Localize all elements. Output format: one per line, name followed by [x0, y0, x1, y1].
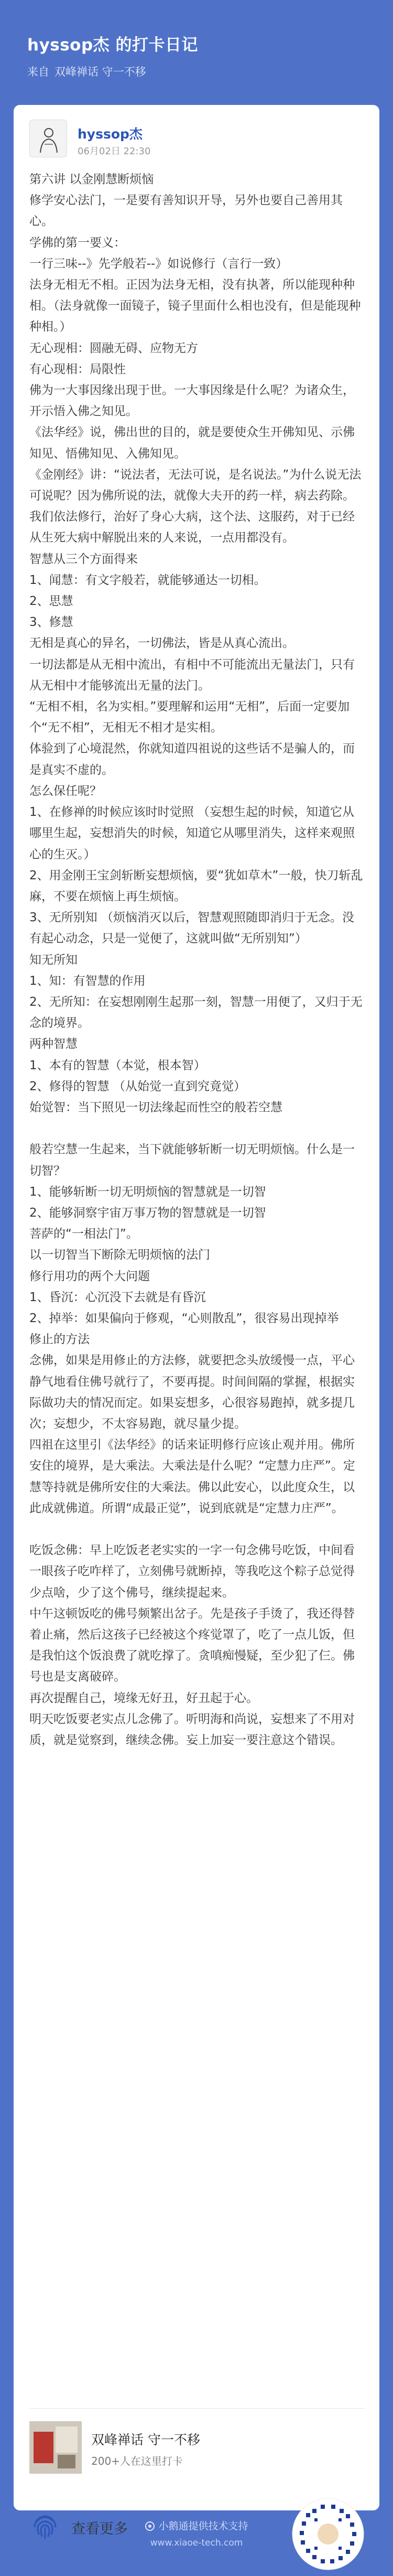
post-paragraph: 佛为一大事因缘出现于世。一大事因缘是什么呢？为诸众生，开示悟入佛之知见。 — [29, 384, 355, 419]
page-subtitle — [27, 63, 198, 79]
post-paragraph: 以一切智当下断除无明烦恼的法门 — [29, 1248, 210, 1262]
author-name[interactable]: hyssop杰 — [78, 126, 143, 142]
post-paragraph: 修学安心法门，一是要有善知识开导，另外也要自己善用其心。 — [29, 194, 343, 229]
post-paragraph: 2、能够洞察宇宙万事万物的智慧就是一切智 — [29, 1206, 266, 1220]
camp-cover-image-icon — [29, 2421, 82, 2474]
post-paragraph: 修行用功的两个大问题 — [29, 1269, 150, 1283]
post-paragraph: 有心现相：局限性 — [29, 362, 126, 376]
page-header — [27, 31, 198, 79]
post-paragraph: 1、本有的智慧（本觉，根本智） — [29, 1058, 206, 1072]
post-date: 06月02日 22:30 — [78, 146, 151, 157]
post-paragraph: 吃饭念佛：早上吃饭老老实实的一字一句念佛号吃饭，中间看一眼孩子吃咋样了，立刻佛号就断掉，等我吃这个粽子总觉得少点啥，少了这个佛号，继续提起来。 — [29, 1544, 355, 1600]
source-camp-name[interactable]: 双峰禅话 守一不移 — [54, 66, 146, 78]
post-content — [29, 169, 365, 1751]
post-paragraph: 1、在修禅的时候应该时时觉照 （妄想生起的时候，知道它从哪里生起，妄想消失的时候，知道它从哪里消失，这样来观照心的生灭。） — [29, 805, 355, 861]
footer-support-text: 小鹅通提供技术支持 — [158, 2520, 248, 2532]
post-paragraph: 《金刚经》讲：“说法者，无法可说，是名说法。”为什么说无法可说呢？因为佛所说的法，就像大夫开的药一样，病去药除。我们依法修行，治好了身心大病，这个法、这服药，对于已经从生死大病中解脱出来的人来说，一点用都没有。 — [29, 467, 362, 545]
post-paragraph: 第六讲 以金刚慧断烦恼 — [29, 173, 154, 186]
avatar-sketch-icon — [37, 125, 60, 154]
post-paragraph — [29, 1118, 365, 1139]
post-paragraph: 体验到了心境混然，你就知道四祖说的这些话不是骗人的，而是真实不虚的。 — [29, 742, 355, 777]
divider — [29, 2408, 365, 2409]
post-paragraph: 知无所知 — [29, 953, 78, 967]
post-paragraph: 2、思慧 — [29, 594, 73, 609]
post-paragraph: 菩萨的“一相法门”。 — [29, 1227, 138, 1241]
post-paragraph — [29, 1519, 365, 1540]
avatar[interactable] — [29, 120, 67, 157]
post-paragraph: 3、修慧 — [29, 615, 73, 630]
post-paragraph: 法身无相无不相。正因为法身无相，没有执著，所以能现种种相。（法身就像一面镜子，镜子里面什么相也没有，但是能现种种相。） — [29, 278, 361, 334]
post-paragraph: 再次提醒自己，境缘无好丑，好丑起于心。 — [29, 1691, 258, 1705]
post-paragraph: 2、修得的智慧 （从始觉一直到究竟觉） — [29, 1079, 246, 1093]
post-paragraph: 无心现相：圆融无碍、应物无方 — [29, 341, 198, 355]
post-paragraph: 始觉智：当下照见一切法缘起而性空的般若空慧 — [29, 1100, 282, 1114]
post-paragraph: 1、闻慧：有文字般若，就能够通达一切相。 — [29, 573, 266, 587]
camp-thumbnail — [29, 2421, 82, 2474]
view-more-link[interactable]: 查看更多 — [71, 2521, 128, 2537]
post-paragraph: 怎么保任呢？ — [29, 784, 102, 798]
camp-name: 双峰禅话 守一不移 — [91, 2432, 200, 2447]
post-paragraph: 修止的方法 — [29, 1333, 90, 1347]
xiaoe-logo-icon — [145, 2521, 155, 2531]
post-paragraph: 念佛，如果是用修止的方法修，就要把念头放缓慢一点，平心静气地看住佛号就行了，不要再提。时间间隔的掌握，根据实际做功夫的情况而定。如果妄想多，心很容易跑掉，就多提几次；妄想少，不太容易跑，就尽量少提。 — [29, 1354, 355, 1431]
post-paragraph: 1、能够斩断一切无明烦恼的智慧就是一切智 — [29, 1185, 266, 1199]
footer-url[interactable]: www.xiaoe-tech.com — [150, 2538, 243, 2548]
post-paragraph: 四祖在这里引《法华经》的话来证明修行应该止观并用。佛所安住的境界，是大乘法。大乘法是什么呢？“定慧力庄严”。定慧等持就是佛所安住的大乘法。佛以此安心，以此度众生，以此成就佛道。所谓“成最正觉”，说到底就是“定慧力庄严”。 — [29, 1438, 355, 1515]
post-paragraph: 2、用金刚王宝剑斩断妄想烦恼，要“犹如草木”一般，快刀斩乱麻，不要在烦恼上再生烦恼。 — [29, 868, 363, 903]
post-paragraph: 无相是真心的异名，一切佛法，皆是从真心流出。 — [29, 636, 294, 651]
post-paragraph: 2、掉举：如果偏向于修观，“心则散乱”，很容易出现掉举 — [29, 1311, 339, 1325]
post-paragraph: 中午这顿饭吃的佛号频繁出岔子。先是孩子手烫了，我还得替着止痛，然后这孩子已经被这个疼觉罩了，吃了一点儿饭，但是我怕这个饭浪费了就吃撑了。贪嗔痴慢疑，至少犯了仨。佛号也是支离破碎。 — [29, 1606, 355, 1684]
post-paragraph: 3、无所别知 （烦恼消灭以后，智慧观照随即消归于无念。没有起心动念，只是一觉便了，这就叫做“无所别知”） — [29, 911, 354, 946]
post-paragraph: 一行三味--》先学般若--》如说修行（言行一致） — [29, 257, 288, 271]
source-prefix: 来自 — [27, 66, 49, 78]
footer — [0, 2518, 393, 2548]
post-paragraph: 一切法都是从无相中流出，有相中不可能流出无量法门，只有从无相中才能够流出无量的法门。 — [29, 657, 355, 693]
post-paragraph: 般若空慧一生起来，当下就能够斩断一切无明烦恼。什么是一切智？ — [29, 1143, 355, 1178]
post-paragraph: 学佛的第一要义： — [29, 236, 126, 250]
post-paragraph: 智慧从三个方面得来 — [29, 552, 138, 566]
post-paragraph: 1、知：有智慧的作用 — [29, 974, 146, 988]
post-paragraph: 1、昏沉：心沉没下去就是有昏沉 — [29, 1290, 206, 1304]
post-paragraph: 2、无所知：在妄想刚刚生起那一刻，智慧一用便了，又归于无念的境界。 — [29, 995, 363, 1030]
post-paragraph: “无相不相，名为实相。”要理解和运用“无相”，后面一定要加个“无不相”，无相无不相才是实相。 — [29, 700, 350, 735]
post-paragraph: 两种智慧 — [29, 1037, 78, 1051]
post-paragraph: 明天吃饭要老实点儿念佛了。听明海和尚说，妄想来了不用对质，就是觉察到，继续念佛。妄上加妄一要注意这个错误。 — [29, 1712, 355, 1748]
post-paragraph: 《法华经》说，佛出世的目的，就是要使众生开佛知见、示佛知见、悟佛知见、入佛知见。 — [29, 425, 355, 461]
camp-member-count: 200+人在这里打卡 — [91, 2455, 183, 2467]
footer-support — [0, 2518, 393, 2532]
page-title: hyssop杰 的打卡日记 — [27, 36, 198, 55]
camp-row[interactable] — [29, 2421, 365, 2479]
